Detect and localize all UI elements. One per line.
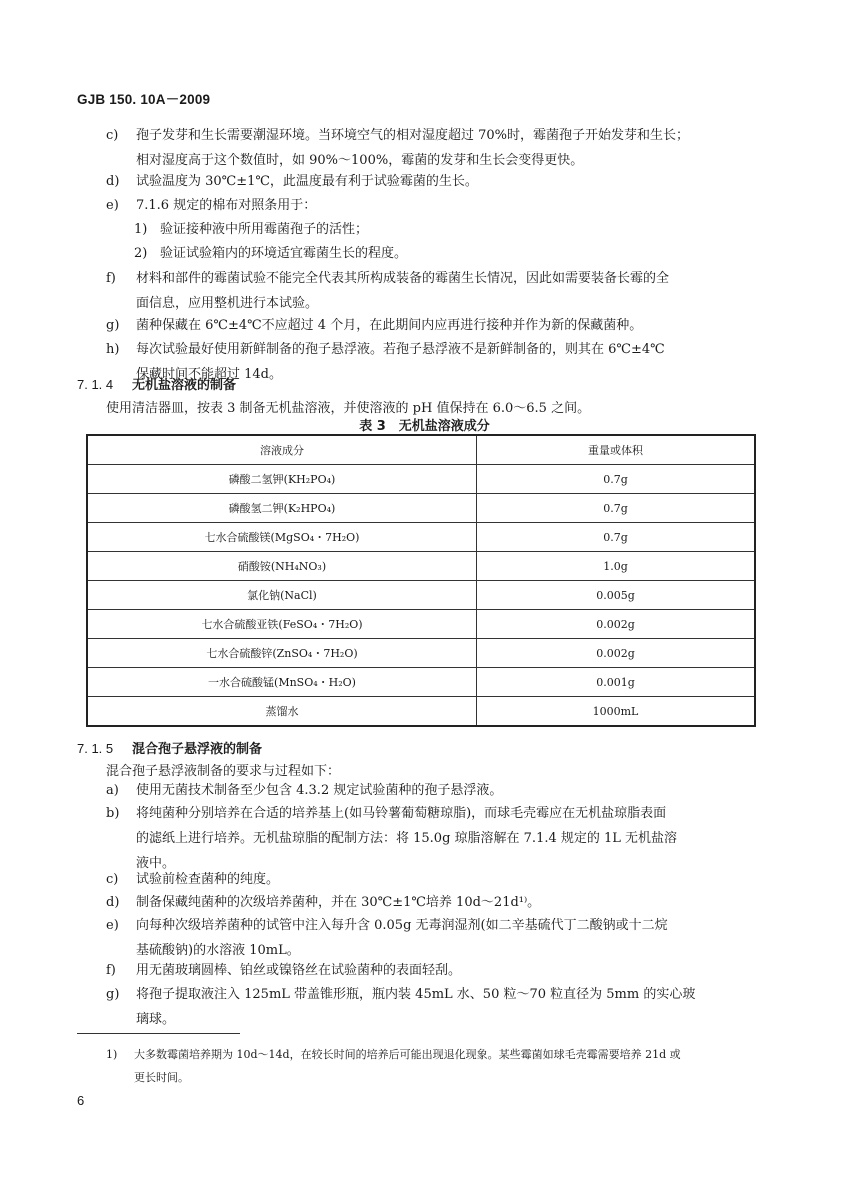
footnote-line: 更长时间。 [134,1071,189,1084]
list-line: 孢子发芽和生长需要潮湿环境。当环境空气的相对湿度超过 70%时，霉菌孢子开始发芽和生长； [136,128,690,143]
section-paragraph: 混合孢子悬浮液制备的要求与过程如下： [106,764,341,779]
table-cell-value: 0.002g [477,639,756,668]
table-row [87,494,755,523]
list-marker: e) [106,198,119,213]
list-line: 向每种次级培养菌种的试管中注入每升含 0.05g 无毒润湿剂(如二辛基硫代丁二酸钠或十二烷 [136,918,668,933]
list-line: 验证试验箱内的环境适宜霉菌生长的程度。 [160,246,408,261]
list-marker: d) [106,895,120,910]
table-cell-name: 氯化钠(NaCl) [87,581,477,610]
list-marker: c) [106,128,119,143]
inorganic-salt-table [86,434,756,727]
table-header-row [87,435,755,465]
list-line: 保藏时间不能超过 14d。 [136,367,282,382]
table-caption: 表 3 无机盐溶液成分 [359,419,490,434]
list-item-c [106,123,766,173]
list-marker: f) [106,271,116,286]
list-line: 用无菌玻璃圆棒、铂丝或镍铬丝在试验菌种的表面轻刮。 [136,963,462,978]
list-marker: 1) [134,222,148,237]
table-row [87,581,755,610]
section-number: 7. 1. 4 [77,377,114,392]
table-cell-name: 磷酸氢二钾(K₂HPO₄) [87,494,477,523]
table-cell-name: 蒸馏水 [87,697,477,727]
table-cell-value: 0.7g [477,494,756,523]
table-cell-name: 七水合硫酸亚铁(FeSO₄・7H₂O) [87,610,477,639]
table-cell-value: 0.7g [477,523,756,552]
sublist-item-1 [134,217,368,242]
list-marker: d) [106,174,120,189]
list-line: 验证接种液中所用霉菌孢子的活性； [160,222,369,237]
table-row [87,668,755,697]
list-line: 将纯菌种分别培养在合适的培养基上(如马铃薯葡萄糖琼脂)，而球毛壳霉应在无机盐琼脂表面 [136,806,667,821]
list-line: 将孢子提取液注入 125mL 带盖锥形瓶，瓶内装 45mL 水、50 粒～70 粒直径为 5mm 的实心玻 [136,987,696,1002]
list-line: 试验温度为 30℃±1℃，此温度最有利于试验霉菌的生长。 [136,174,478,189]
table-row [87,552,755,581]
table-row [87,523,755,552]
footnote-rule [77,1033,240,1034]
table-cell-value: 0.001g [477,668,756,697]
section-paragraph: 使用清洁器皿，按表 3 制备无机盐溶液，并使溶液的 pH 值保持在 6.0～6.5 之间。 [106,401,591,416]
list-line: 材料和部件的霉菌试验不能完全代表其所构成装备的霉菌生长情况，因此如需要装备长霉的全 [136,271,670,286]
list-line: 的滤纸上进行培养。无机盐琼脂的配制方法：将 15.0g 琼脂溶解在 7.1.4 规定的 1L 无机盐溶 [136,831,678,846]
footnote-line: 大多数霉菌培养期为 10d～14d，在较长时间的培养后可能出现退化现象。某些霉菌如球毛壳霉需要培养 21d 或 [134,1048,681,1061]
table-row [87,610,755,639]
list-line: 基硫酸钠)的水溶液 10mL。 [136,943,300,958]
list-line: 相对湿度高于这个数值时，如 90%～100%，霉菌的发芽和生长会变得更快。 [136,153,584,168]
list-marker: b) [106,806,120,821]
table-cell-name: 七水合硫酸镁(MgSO₄・7H₂O) [87,523,477,552]
list-marker: 2) [134,246,148,261]
document-id: GJB 150. 10A－2009 [77,92,211,107]
list-marker: a) [106,783,119,798]
table-header-cell: 溶液成分 [87,435,477,465]
list-line: 液中。 [136,856,176,871]
table-cell-value: 0.005g [477,581,756,610]
list-line: 面信息，应用整机进行本试验。 [136,296,319,311]
list-line: 璃球。 [136,1012,176,1027]
list-marker: f) [106,963,116,978]
list-line: 每次试验最好使用新鲜制备的孢子悬浮液。若孢子悬浮液不是新鲜制备的，则其在 6℃±4℃ [136,342,665,357]
list-line: 菌种保藏在 6℃±4℃不应超过 4 个月，在此期间内应再进行接种并作为新的保藏菌种。 [136,318,643,333]
list-line: 制备保藏纯菌种的次级培养菌种，并在 30℃±1℃培养 10d～21d¹⁾。 [136,895,541,910]
section-number: 7. 1. 5 [77,741,114,756]
table-row [87,465,755,494]
table-cell-name: 七水合硫酸锌(ZnSO₄・7H₂O) [87,639,477,668]
list-line: 使用无菌技术制备至少包含 4.3.2 规定试验菌种的孢子悬浮液。 [136,783,503,798]
table-cell-name: 硝酸铵(NH₄NO₃) [87,552,477,581]
table-cell-value: 1.0g [477,552,756,581]
section-heading-715 [77,738,262,757]
table-cell-value: 0.7g [477,465,756,494]
list-marker: g) [106,318,120,333]
section-title: 混合孢子悬浮液的制备 [132,742,263,757]
table-cell-name: 磷酸二氢钾(KH₂PO₄) [87,465,477,494]
list-line: 试验前检查菌种的纯度。 [136,872,280,887]
page-number: 6 [77,1093,85,1108]
table-row [87,697,755,727]
list-marker: h) [106,342,120,357]
table-cell-value: 1000mL [477,697,756,727]
table-header-cell: 重量或体积 [477,435,756,465]
list-marker: g) [106,987,120,1002]
list-marker: e) [106,918,119,933]
table-cell-name: 一水合硫酸锰(MnSO₄・H₂O) [87,668,477,697]
footnote-marker: 1) [106,1048,118,1061]
list-line: 7.1.6 规定的棉布对照条用于： [136,198,317,213]
table-cell-value: 0.002g [477,610,756,639]
section-title: 无机盐溶液的制备 [132,378,237,393]
table-row [87,639,755,668]
list-marker: c) [106,872,119,887]
sublist-item-2 [134,241,407,266]
section-heading-714 [77,374,236,393]
